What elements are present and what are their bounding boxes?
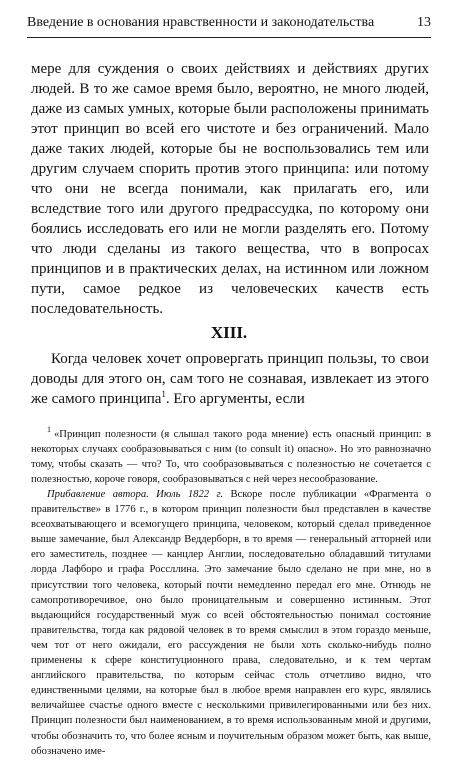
running-title: Введение в основания нравственности и законодательства xyxy=(27,15,375,30)
body-paragraph: мере для суждения о своих действиях и действиях других людей. В то же самое время было, вероятно, не много людей, даже из самых умных, которые были расположены принимать этот принцип во всей его чистоте и без ограничений. Мало даже таких людей, которые бы не воспользовались тем или другим случаем спорить против этого принципа: или потому что они не всегда понимали, как прилагать его, или вследствие того или другого предрассудка, по которому они боялись исследовать его или не могли разделять его. Потому что люди сделаны из такого вещества, что в вопросах принципов и в практических делах, на истинном или ложном пути, самое редкое из человеческих качеств есть последовательность. xyxy=(31,61,429,317)
section-paragraph xyxy=(31,349,429,409)
addendum-text: Вскоре после публикации «Фрагмента о правительстве» в 1776 г., в котором принцип полезности был представлен в качестве всеохватывающего и всемогущего принципа, человеком, который сделал приведенное выше замечание, был Александр Веддерборн, в то время — генеральный атторней или его заместитель, позднее — канцлер Англии, последовательно обладавший титулами лорда Лафборо и графа Россллина. Это замечание было сделано не при мне, но в присутствии того человека, который почти немедленно передал его мне. Отнюдь не самопротиворечивое, оно было проницательным и совершенно истинным. Этот выдающийся государственный муж со всей обстоятельностью понимал состояние правительства, тогда как рядовой человек в то время смыслил в этом гораздо меньше, чем тот от него ожидали, его рассуждения не были хоть сколько-нибудь полно применены к сфере конституционного права, следовательно, и к тем чертам английского правительства, по которым сейчас столь отчетливо видно, что единственными целями, на которые был в любое время направлен его курс, являлись величайшее счастье одного вместе с несколькими привилегированными или без них. Принцип полезности был наименованием, в то время использованным мной и другими, чтобы обозначить то, что более ясным и поучительным образом может быть, как выше, обозначено име- xyxy=(31,489,431,757)
author-addendum xyxy=(31,487,431,759)
footnote-text: «Принцип полезности (я слышал такого рода мнение) есть опасный принцип: в некоторых случаях сообразовываться с ним (to consult it) опасно». Но это равнозначно тому, чтобы сказать — что? То, что сообразовываться с полезностью не сочетается с полезностью, короче говоря, сообразовываться с ней через несообразование. xyxy=(31,429,431,486)
page-number: 13 xyxy=(417,15,431,30)
section-paragraph-text: Когда человек хочет опровергать принцип пользы, то свои доводы для этого он, сам того не сознавая, извлекает из этого же самого принципа xyxy=(31,351,429,407)
section-paragraph-continuation: . Его аргументы, если xyxy=(165,391,305,407)
header-rule xyxy=(27,37,431,38)
addendum-lead: Прибавление автора. Июль 1822 г. xyxy=(47,489,224,500)
section-heading: XIII. xyxy=(210,323,248,342)
footnote-reference[interactable]: 1 xyxy=(161,389,166,399)
footnote-marker: 1 xyxy=(47,425,51,435)
running-header xyxy=(27,14,431,36)
footnote xyxy=(31,427,431,487)
